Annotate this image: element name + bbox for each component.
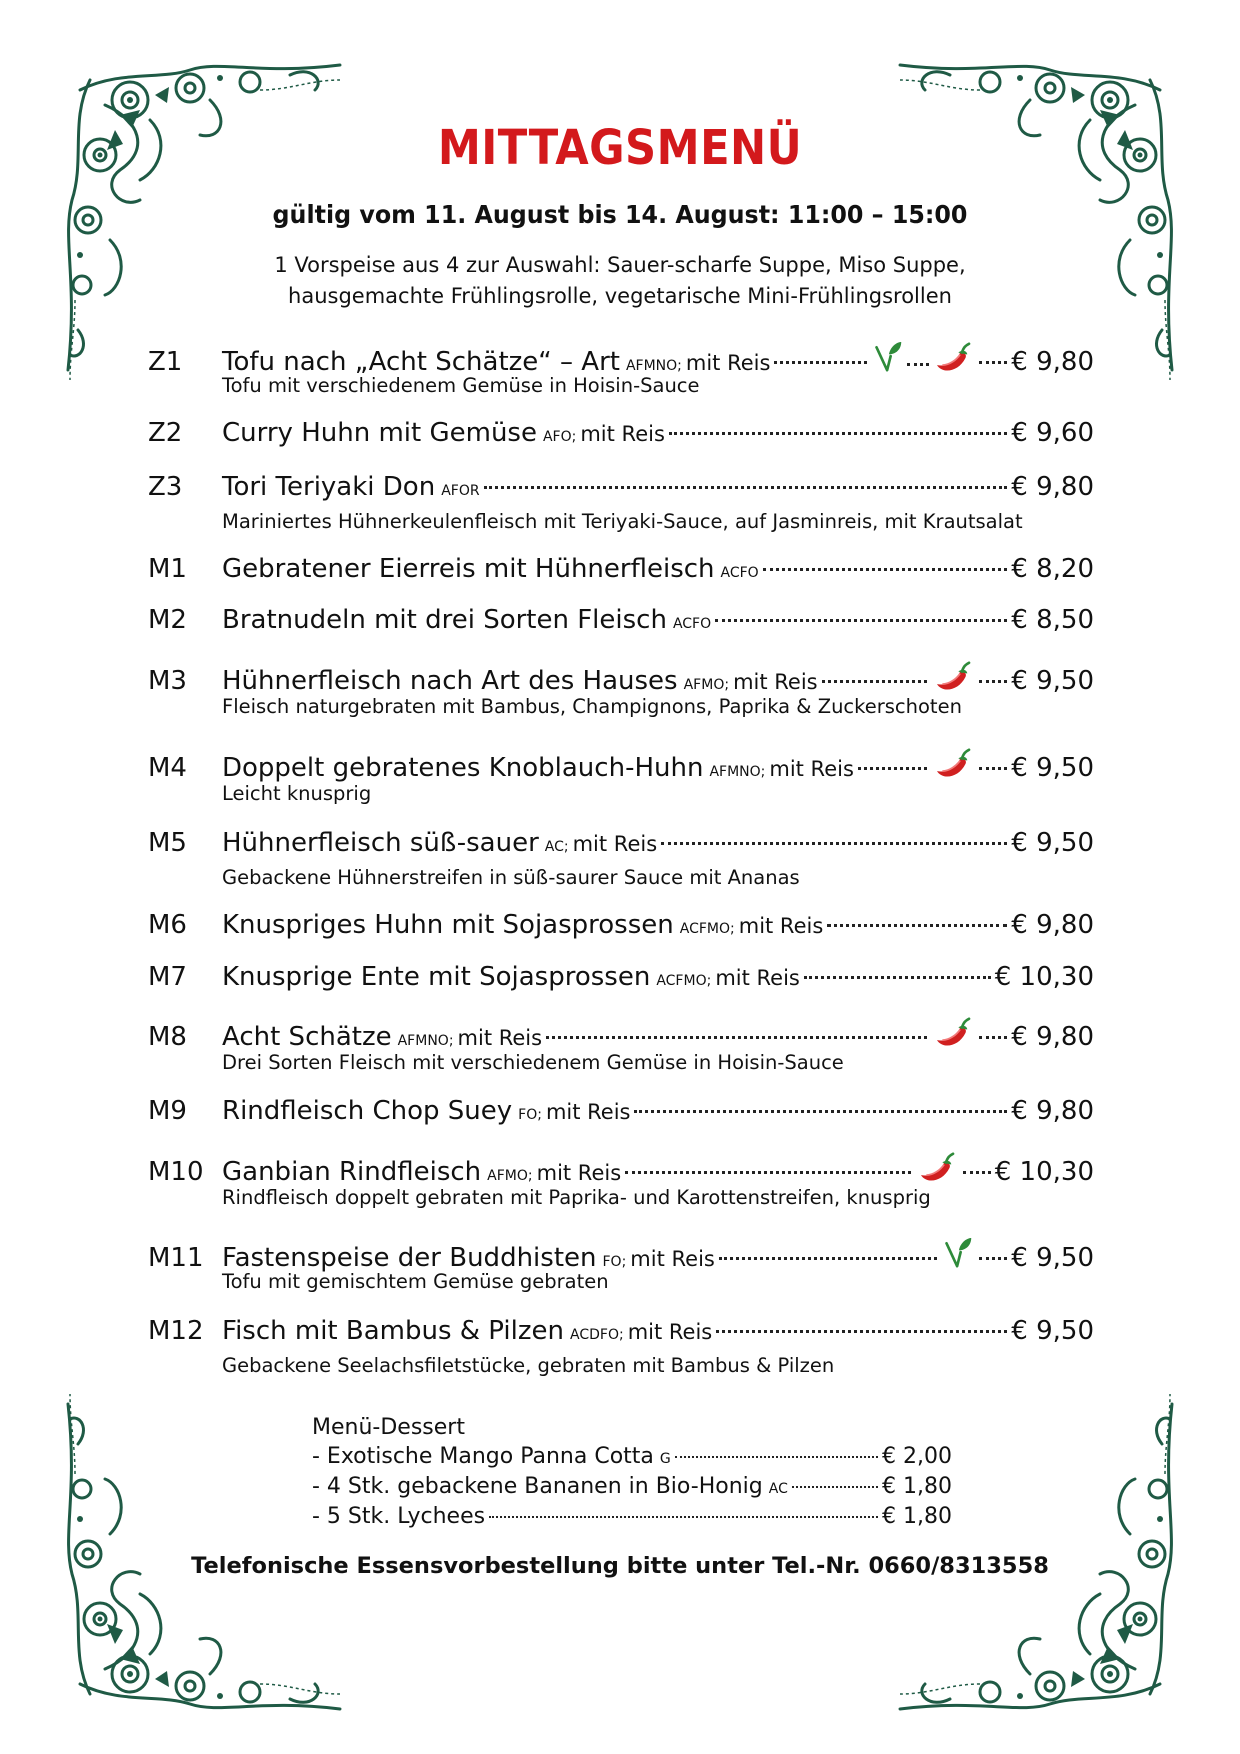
item-name: Fisch mit Bambus & Pilzen xyxy=(222,1316,564,1346)
dot-leader xyxy=(774,361,867,364)
item-side: mit Reis xyxy=(630,1247,715,1271)
item-price: € 9,50 xyxy=(1011,1243,1094,1273)
item-side: mit Reis xyxy=(769,757,854,781)
item-allergens: FO xyxy=(602,1254,622,1270)
menu-item-line: M10 Ganbian Rindfleisch AFMO ; mit Reis € 10,30 xyxy=(148,1148,1094,1184)
item-price: € 8,50 xyxy=(1011,605,1094,635)
item-name: Knusprige Ente mit Sojasprossen xyxy=(222,962,651,992)
dessert-allergens: G xyxy=(659,1451,671,1467)
menu-item-z3 xyxy=(148,472,1094,533)
item-price: € 9,60 xyxy=(1011,418,1094,448)
menu-item-line: Z1 Tofu nach „Acht Schätze“ – Art AFMNO ; mit Reis € 9,80 xyxy=(148,336,1094,372)
item-side: mit Reis xyxy=(627,1320,713,1344)
dessert-name: - 4 Stk. gebackene Bananen in Bio-Honig xyxy=(312,1474,763,1499)
menu-item-line: M6 Knuspriges Huhn mit Sojasprossen ACFMO ; mit Reis € 9,80 xyxy=(148,910,1094,940)
item-name: Rindfleisch Chop Suey xyxy=(222,1096,513,1126)
dot-leader xyxy=(484,486,1008,489)
item-side: mit Reis xyxy=(738,914,824,938)
dessert-title: Menü-Dessert xyxy=(312,1415,465,1440)
item-name: Ganbian Rindfleisch xyxy=(222,1157,482,1187)
item-code: M8 xyxy=(148,1022,187,1052)
item-code: M6 xyxy=(148,910,187,940)
item-description: Mariniertes Hühnerkeulenfleisch mit Teriyaki-Sauce, auf Jasminreis, mit Krautsalat xyxy=(222,510,1023,533)
menu-item-line: Z2 Curry Huhn mit Gemüse AFO ; mit Reis € 9,60 xyxy=(148,418,1094,448)
dot-leader xyxy=(489,1516,878,1518)
dessert-allergens: AC xyxy=(768,1481,788,1497)
menu-item-m3 xyxy=(148,657,1094,718)
vegan-leaf-icon xyxy=(873,340,903,374)
item-description: Fleisch naturgebraten mit Bambus, Champignons, Paprika & Zuckerschoten xyxy=(222,695,962,718)
dot-leader xyxy=(827,924,1007,927)
dot-leader xyxy=(669,432,1007,435)
item-code: M3 xyxy=(148,666,187,696)
item-allergens: ACFO xyxy=(720,565,759,581)
item-allergens: AFMO xyxy=(683,677,725,693)
item-allergens: ACDFO xyxy=(570,1327,619,1343)
menu-item-line xyxy=(148,605,1094,641)
item-allergens: ACFMO xyxy=(679,921,731,937)
vegan-leaf-icon xyxy=(943,1236,973,1270)
item-side: mit Reis xyxy=(457,1026,543,1050)
item-code: Z1 xyxy=(148,347,183,377)
item-allergens: AFOR xyxy=(441,483,480,499)
item-code: M2 xyxy=(148,605,187,635)
menu-item-m8 xyxy=(148,1013,1094,1074)
menu-item-line xyxy=(148,554,1094,590)
item-price: € 9,80 xyxy=(1011,1022,1094,1052)
dot-leader xyxy=(661,842,1007,845)
item-name: Acht Schätze xyxy=(222,1022,392,1052)
item-code: M4 xyxy=(148,753,187,783)
item-code: M5 xyxy=(148,828,187,858)
item-allergens: AFO xyxy=(542,429,572,445)
item-price: € 9,80 xyxy=(1011,1096,1094,1126)
menu-item-line: M3 Hühnerfleisch nach Art des Hauses AFMO ; mit Reis € 9,50 xyxy=(148,657,1094,693)
item-side: mit Reis xyxy=(580,422,665,446)
item-description: Tofu mit gemischtem Gemüse gebraten xyxy=(222,1270,609,1293)
item-name: Hühnerfleisch süß-sauer xyxy=(222,828,539,858)
dot-leader xyxy=(716,1330,1007,1333)
chili-pepper-icon xyxy=(933,748,973,780)
item-side: mit Reis xyxy=(733,670,818,694)
item-allergens: AFMNO xyxy=(397,1033,449,1049)
item-allergens: FO xyxy=(518,1107,538,1123)
menu-item-m7 xyxy=(148,962,1094,998)
dessert-price: € 1,80 xyxy=(882,1504,952,1529)
item-price: € 9,80 xyxy=(1011,347,1094,377)
dessert-name: - Exotische Mango Panna Cotta xyxy=(312,1444,654,1469)
item-allergens: AFMO xyxy=(487,1168,528,1184)
item-price: € 9,80 xyxy=(1011,910,1094,940)
dot-leader xyxy=(634,1110,1007,1113)
item-side: mit Reis xyxy=(685,351,771,375)
item-name: Bratnudeln mit drei Sorten Fleisch xyxy=(222,605,667,635)
item-code: M12 xyxy=(148,1316,204,1346)
phone-order-note: Telefonische Essensvorbestellung bitte unter Tel.-Nr. 0660/8313558 xyxy=(191,1553,1049,1579)
menu-item-m1 xyxy=(148,554,1094,590)
item-side: mit Reis xyxy=(715,966,800,990)
item-code: M10 xyxy=(148,1157,204,1187)
dot-leader xyxy=(625,1171,911,1174)
dessert-price: € 2,00 xyxy=(882,1444,952,1469)
item-price: € 9,80 xyxy=(1011,472,1094,502)
menu-item-m12 xyxy=(148,1316,1094,1377)
item-price: € 10,30 xyxy=(994,962,1094,992)
item-description: Gebackene Hühnerstreifen in süß-saurer Sauce mit Ananas xyxy=(222,866,800,889)
validity-dates: gültig vom 11. August bis 14. August: 11:00 – 15:00 xyxy=(272,200,968,229)
menu-item-line: M12 Fisch mit Bambus & Pilzen ACDFO ; mit Reis € 9,50 xyxy=(148,1316,1094,1346)
menu-item-line xyxy=(148,472,1094,508)
item-price: € 9,50 xyxy=(1011,753,1094,783)
item-name: Doppelt gebratenes Knoblauch-Huhn xyxy=(222,753,704,783)
menu-item-line: M4 Doppelt gebratenes Knoblauch-Huhn AFMNO ; mit Reis € 9,50 xyxy=(148,744,1094,780)
item-price: € 9,50 xyxy=(1011,828,1094,858)
dessert-price: € 1,80 xyxy=(882,1474,952,1499)
chili-pepper-icon xyxy=(933,342,973,374)
menu-item-z2 xyxy=(148,418,1094,454)
item-name: Fastenspeise der Buddhisten xyxy=(222,1243,597,1273)
menu-item-line: M11 Fastenspeise der Buddhisten FO ; mit Reis € 9,50 xyxy=(148,1232,1094,1268)
chili-pepper-icon xyxy=(933,1017,973,1049)
dessert-item xyxy=(312,1504,952,1534)
item-description: Tofu mit verschiedenem Gemüse in Hoisin-Sauce xyxy=(222,374,700,397)
item-allergens: AC xyxy=(544,839,564,855)
item-name: Tofu nach „Acht Schätze“ – Art xyxy=(222,347,620,377)
dessert-item xyxy=(312,1444,952,1474)
item-name: Gebratener Eierreis mit Hühnerfleisch xyxy=(222,554,715,584)
starter-line-1: 1 Vorspeise aus 4 zur Auswahl: Sauer-scharfe Suppe, Miso Suppe, xyxy=(274,253,966,277)
menu-item-m10 xyxy=(148,1148,1094,1209)
item-name: Curry Huhn mit Gemüse xyxy=(222,418,537,448)
chili-pepper-icon xyxy=(933,661,973,693)
menu-item-m4 xyxy=(148,744,1094,805)
dot-leader xyxy=(546,1036,927,1039)
menu-item-m9 xyxy=(148,1096,1094,1132)
menu-item-m11 xyxy=(148,1232,1094,1293)
menu-item-line: M9 Rindfleisch Chop Suey FO ; mit Reis € 9,80 xyxy=(148,1096,1094,1126)
dot-leader xyxy=(822,680,928,683)
dot-leader xyxy=(719,1257,937,1260)
item-price: € 9,50 xyxy=(1011,666,1094,696)
item-code: M11 xyxy=(148,1243,204,1273)
item-allergens: AFMNO xyxy=(709,764,761,780)
menu-item-m6 xyxy=(148,910,1094,946)
dot-leader xyxy=(763,568,1008,571)
menu-item-line: M8 Acht Schätze AFMNO ; mit Reis € 9,80 xyxy=(148,1013,1094,1049)
item-side: mit Reis xyxy=(536,1161,622,1185)
menu-title: MITTAGSMENÜ xyxy=(437,120,803,176)
item-name: Tori Teriyaki Don xyxy=(222,472,436,502)
item-code: Z2 xyxy=(148,418,183,448)
item-description: Leicht knusprig xyxy=(222,782,372,805)
item-side: mit Reis xyxy=(545,1100,631,1124)
dessert-section xyxy=(312,1412,952,1534)
chili-pepper-icon xyxy=(917,1152,957,1184)
item-code: M9 xyxy=(148,1096,187,1126)
item-code: Z3 xyxy=(148,472,183,502)
item-price: € 9,50 xyxy=(1011,1316,1094,1346)
starter-info xyxy=(200,250,1040,312)
item-code: M7 xyxy=(148,962,187,992)
menu-item-line: M5 Hühnerfleisch süß-sauer AC ; mit Reis € 9,50 xyxy=(148,828,1094,858)
item-price: € 8,20 xyxy=(1011,554,1094,584)
item-side: mit Reis xyxy=(572,832,658,856)
dot-leader xyxy=(715,619,1007,622)
dot-leader xyxy=(804,976,991,979)
item-price: € 10,30 xyxy=(994,1157,1094,1187)
dot-leader xyxy=(858,767,927,770)
item-allergens: AFMNO xyxy=(625,358,678,374)
item-name: Hühnerfleisch nach Art des Hauses xyxy=(222,666,678,696)
menu-item-line: M7 Knusprige Ente mit Sojasprossen ACFMO ; mit Reis € 10,30 xyxy=(148,962,1094,992)
menu-item-m5 xyxy=(148,828,1094,889)
item-code: M1 xyxy=(148,554,187,584)
item-description: Rindfleisch doppelt gebraten mit Paprika- und Karottenstreifen, knusprig xyxy=(222,1186,931,1209)
dessert-item xyxy=(312,1474,952,1504)
item-description: Drei Sorten Fleisch mit verschiedenem Gemüse in Hoisin-Sauce xyxy=(222,1051,844,1074)
dot-leader xyxy=(675,1456,878,1458)
dot-leader xyxy=(792,1486,878,1488)
item-allergens: ACFO xyxy=(672,616,712,632)
starter-line-2: hausgemachte Frühlingsrolle, vegetarische Mini-Frühlingsrollen xyxy=(288,284,952,308)
menu-item-z1 xyxy=(148,336,1094,397)
item-allergens: ACFMO xyxy=(656,973,707,989)
item-description: Gebackene Seelachsfiletstücke, gebraten mit Bambus & Pilzen xyxy=(222,1354,835,1377)
item-name: Knuspriges Huhn mit Sojasprossen xyxy=(222,910,674,940)
dessert-name: - 5 Stk. Lychees xyxy=(312,1504,486,1529)
menu-item-m2 xyxy=(148,605,1094,641)
